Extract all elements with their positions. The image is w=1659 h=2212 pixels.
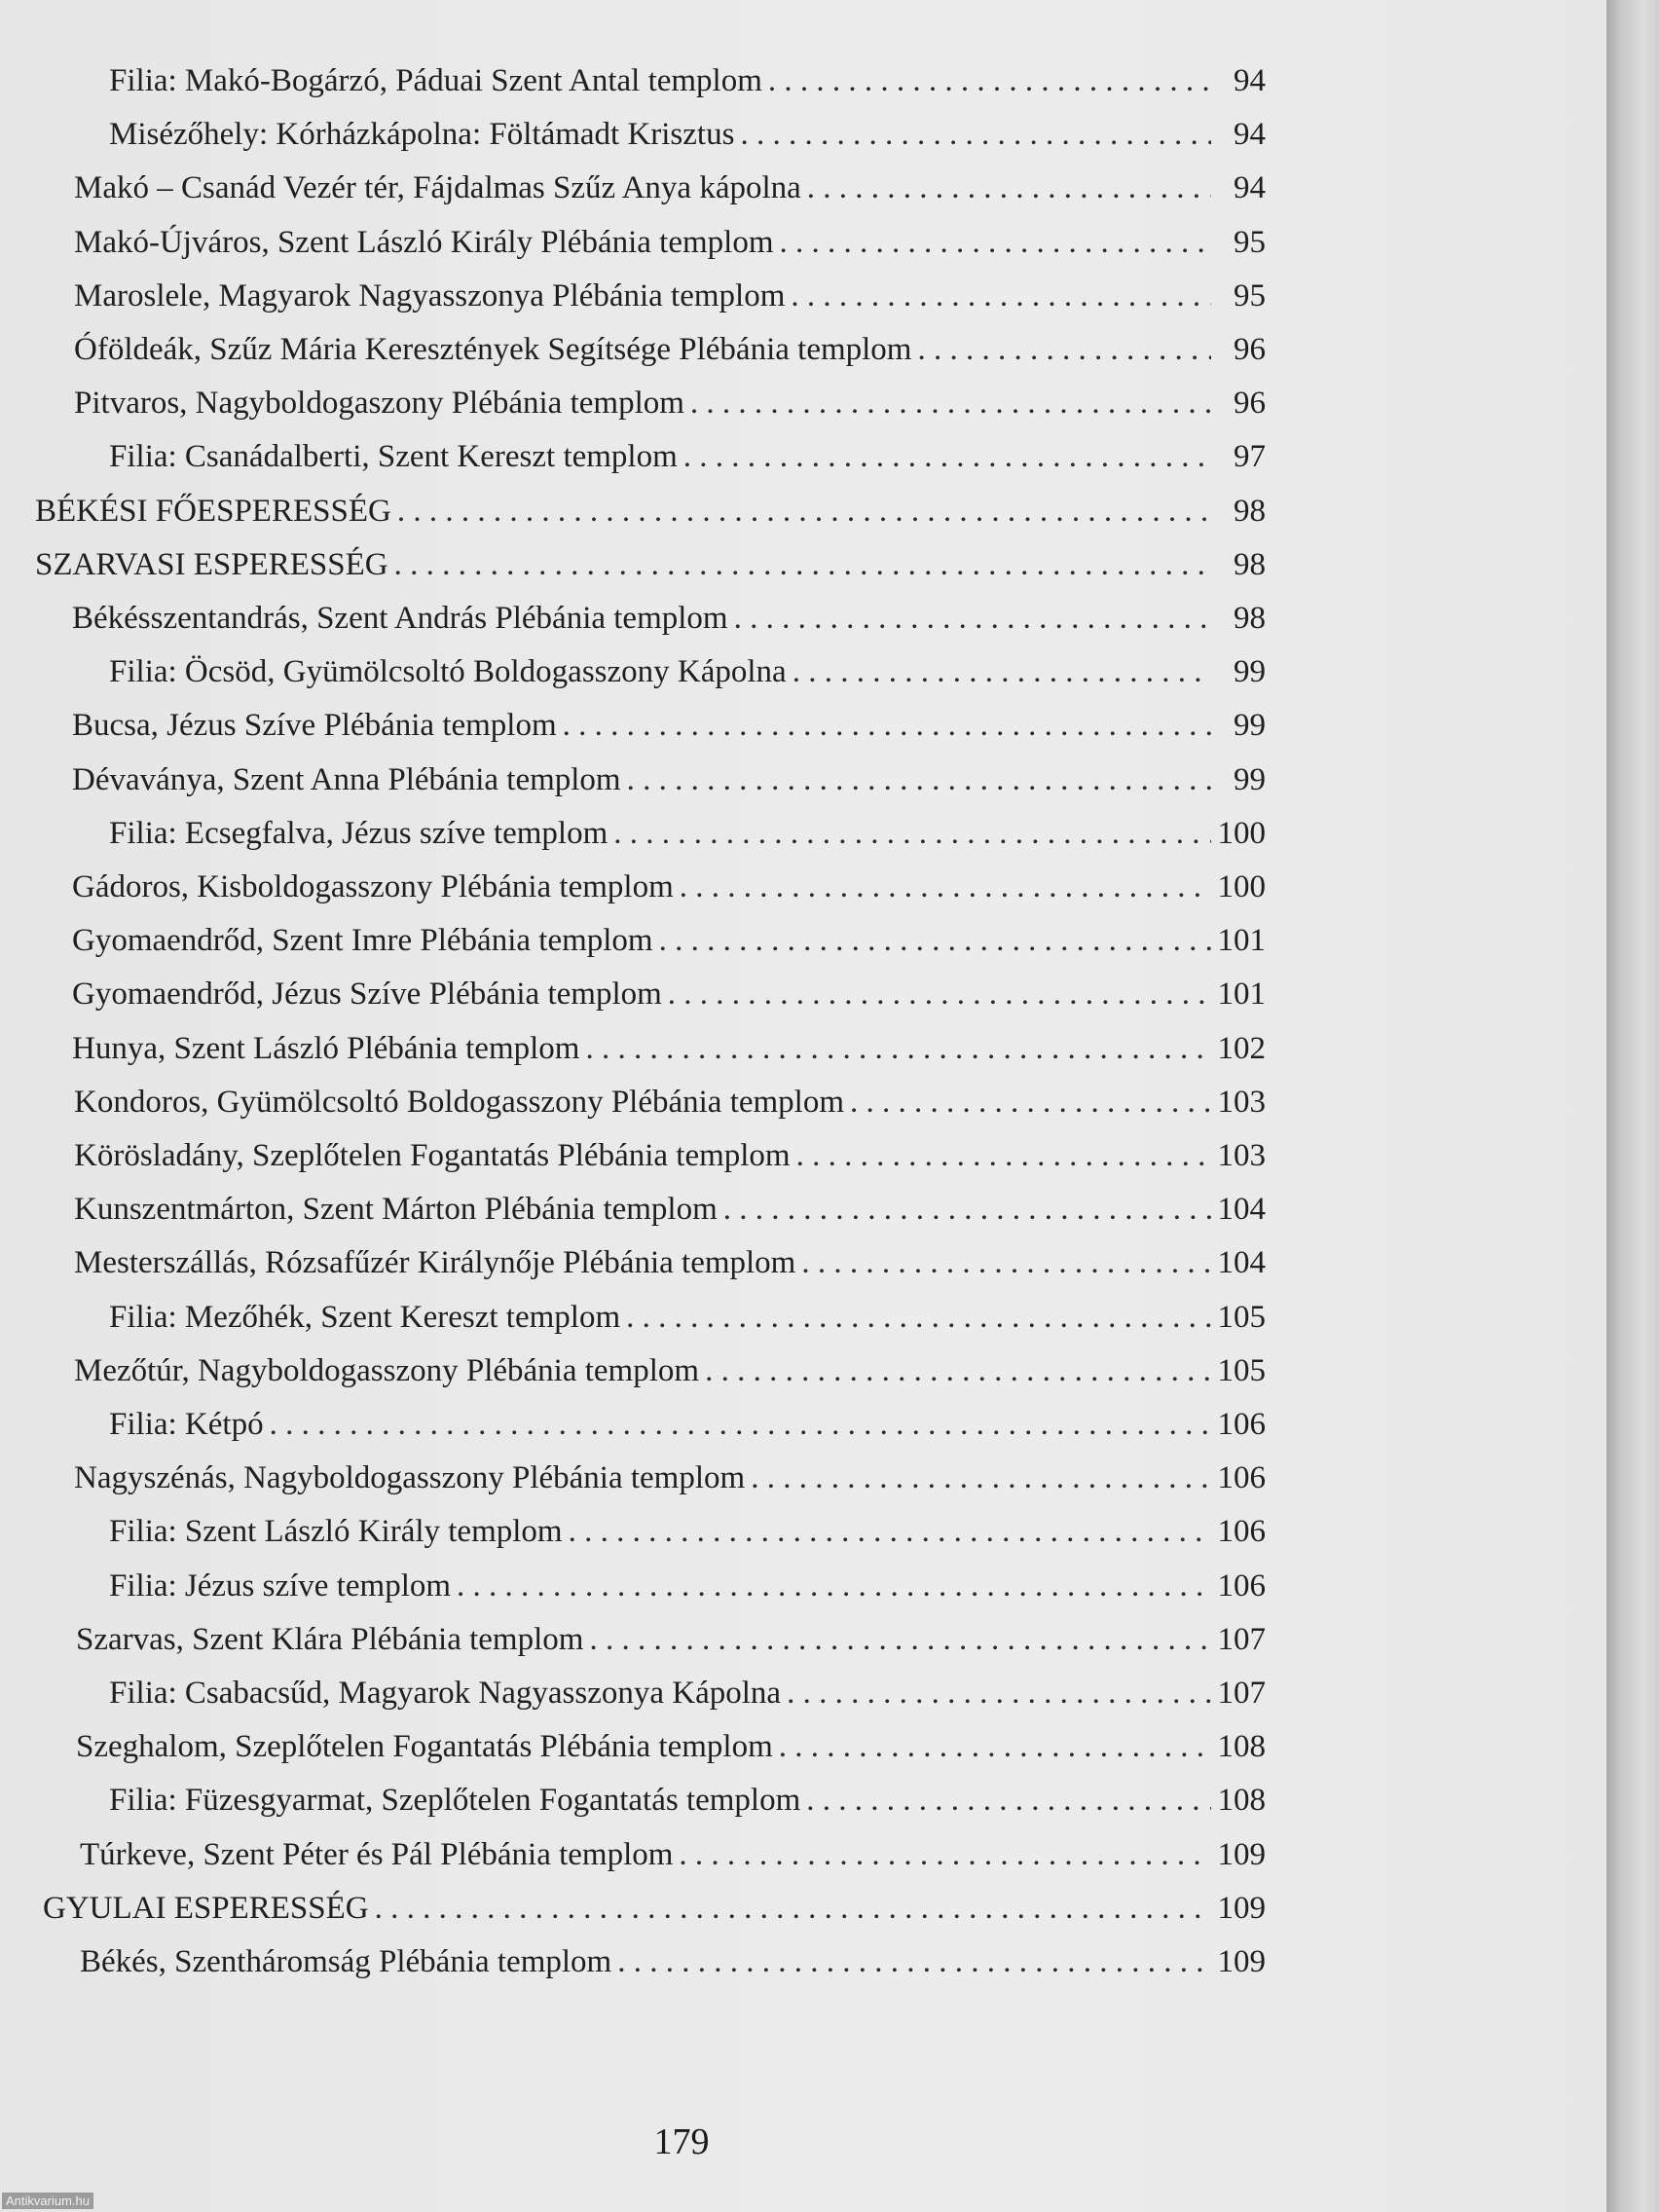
toc-entry — [43, 1884, 1266, 1933]
toc-entry — [109, 1562, 1266, 1610]
toc-entry-title: Nagyszénás, Nagyboldogasszony Plébánia templom — [74, 1460, 746, 1496]
dot-leader — [690, 379, 1211, 427]
dot-leader — [375, 1884, 1211, 1933]
toc-entry — [72, 863, 1266, 911]
toc-entry-page: 105 — [1217, 1352, 1266, 1388]
toc-entry — [109, 1776, 1266, 1825]
toc-entry-title: BÉKÉSI FŐESPERESSÉG — [35, 493, 391, 529]
toc-entry — [80, 1830, 1266, 1879]
toc-entry-title: Filia: Ecsegfalva, Jézus szíve templom — [109, 815, 608, 851]
toc-entry — [80, 1937, 1266, 1986]
toc-entry-page: 103 — [1217, 1138, 1266, 1173]
toc-entry — [109, 809, 1266, 858]
toc-entry-title: Kunszentmárton, Szent Márton Plébánia templom — [74, 1192, 718, 1228]
dot-leader — [787, 1669, 1211, 1717]
dot-leader — [796, 1131, 1211, 1180]
book-spine-shadow — [1606, 0, 1659, 2212]
toc-entry-title: Szarvas, Szent Klára Plébánia templom — [76, 1621, 584, 1657]
toc-entry-page: 105 — [1217, 1299, 1266, 1335]
toc-entry-page: 98 — [1234, 601, 1266, 636]
toc-entry — [74, 325, 1266, 374]
toc-entry — [35, 487, 1266, 535]
toc-entry-title: Körösladány, Szeplőtelen Fogantatás Plébánia templom — [74, 1138, 791, 1173]
toc-entry-page: 94 — [1234, 63, 1266, 98]
toc-entry — [109, 1669, 1266, 1717]
toc-entry — [109, 1400, 1266, 1449]
toc-entry-page: 99 — [1234, 708, 1266, 744]
dot-leader — [793, 647, 1211, 696]
toc-entry-page: 108 — [1217, 1729, 1266, 1765]
toc-entry-title: Filia: Szent László Király templom — [109, 1514, 563, 1550]
toc-entry — [109, 647, 1266, 696]
toc-entry-title: Misézőhely: Kórházkápolna: Föltámadt Krisztus — [109, 117, 735, 153]
toc-entry — [72, 701, 1266, 750]
toc-entry — [74, 1185, 1266, 1234]
toc-entry-title: Mezőtúr, Nagyboldogasszony Plébánia templom — [74, 1352, 700, 1388]
toc-entry-page: 96 — [1234, 332, 1266, 367]
toc-entry — [109, 1507, 1266, 1556]
toc-entry-page: 99 — [1234, 654, 1266, 690]
toc-entry — [72, 756, 1266, 804]
toc-entry-page: 109 — [1217, 1944, 1266, 1979]
toc-entry-title: Hunya, Szent László Plébánia templom — [72, 1030, 580, 1066]
dot-leader — [585, 1024, 1211, 1073]
toc-entry-page: 95 — [1234, 224, 1266, 260]
toc-entry-page: 103 — [1217, 1084, 1266, 1120]
toc-entry-page: 109 — [1217, 1836, 1266, 1872]
toc-entry — [74, 1078, 1266, 1126]
toc-entry-title: Filia: Kétpó — [109, 1407, 264, 1442]
watermark: Antikvarium.hu — [2, 2193, 93, 2209]
toc-entry-page: 104 — [1217, 1245, 1266, 1281]
toc-entry-page: 97 — [1234, 439, 1266, 475]
toc-entry-title: GYULAI ESPERESSÉG — [43, 1890, 369, 1926]
toc-entry-title: Makó – Csanád Vezér tér, Fájdalmas Szűz Anya kápolna — [74, 170, 801, 206]
toc-entry-title: Gyomaendrőd, Jézus Szíve Plébánia templom — [72, 977, 662, 1013]
dot-leader — [740, 110, 1211, 159]
dot-leader — [791, 272, 1211, 320]
toc-entry — [74, 1238, 1266, 1287]
dot-leader — [394, 540, 1211, 589]
toc-entry-page: 98 — [1234, 546, 1266, 582]
dot-leader — [734, 594, 1211, 643]
toc-entry-page: 104 — [1217, 1192, 1266, 1228]
toc-entry-page: 98 — [1234, 493, 1266, 529]
toc-entry-page: 95 — [1234, 277, 1266, 313]
toc-entry-title: Dévaványa, Szent Anna Plébánia templom — [72, 761, 621, 797]
dot-leader — [626, 1293, 1211, 1342]
dot-leader — [917, 325, 1211, 374]
toc-entry-page: 106 — [1217, 1567, 1266, 1604]
toc-entry-title: Filia: Füzesgyarmat, Szeplőtelen Fogantatás templom — [109, 1783, 801, 1819]
toc-entry-title: Békésszentandrás, Szent András Plébánia templom — [72, 601, 728, 636]
dot-leader — [723, 1185, 1211, 1234]
toc-entry — [74, 272, 1266, 320]
toc-entry — [109, 432, 1266, 481]
toc-entry-title: Mesterszállás, Rózsafűzér Királynője Plébánia templom — [74, 1245, 796, 1281]
dot-leader — [779, 1722, 1211, 1771]
toc-entry — [109, 1293, 1266, 1342]
dot-leader — [683, 432, 1211, 481]
toc-entry — [74, 218, 1266, 267]
page-number: 179 — [653, 2121, 710, 2162]
toc-entry-title: Túrkeve, Szent Péter és Pál Plébánia templom — [80, 1836, 674, 1872]
dot-leader — [457, 1562, 1211, 1610]
toc-entry-title: Filia: Csanádalberti, Szent Kereszt templom — [109, 439, 678, 475]
toc-entry-title: Maroslele, Magyarok Nagyasszonya Plébánia templom — [74, 277, 786, 313]
toc-entry — [109, 56, 1266, 105]
dot-leader — [617, 1937, 1211, 1986]
toc-entry-title: Filia: Mezőhék, Szent Kereszt templom — [109, 1299, 621, 1335]
toc-entry — [72, 916, 1266, 965]
dot-leader — [659, 916, 1211, 965]
dot-leader — [679, 1830, 1211, 1879]
toc-entry-page: 99 — [1234, 761, 1266, 797]
toc-entry-page: 107 — [1217, 1621, 1266, 1657]
toc-entry-page: 107 — [1217, 1676, 1266, 1711]
toc-entry-page: 100 — [1217, 869, 1266, 904]
toc-entry-title: Gádoros, Kisboldogasszony Plébánia templom — [72, 869, 674, 904]
dot-leader — [613, 809, 1211, 858]
toc-entry-title: Bucsa, Jézus Szíve Plébánia templom — [72, 708, 557, 744]
toc-entry-page: 106 — [1217, 1460, 1266, 1496]
dot-leader — [806, 1776, 1211, 1825]
dot-leader — [589, 1615, 1211, 1664]
toc-entry-title: Pitvaros, Nagyboldogaszony Plébánia templom — [74, 386, 684, 422]
dot-leader — [680, 863, 1211, 911]
toc-entry-title: Filia: Jézus szíve templom — [109, 1567, 452, 1604]
dot-leader — [563, 701, 1211, 750]
dot-leader — [668, 970, 1211, 1018]
toc-entry-page: 102 — [1217, 1030, 1266, 1066]
toc-entry-title: Filia: Csabacsűd, Magyarok Nagyasszonya Kápolna — [109, 1676, 782, 1711]
dot-leader — [270, 1400, 1211, 1449]
dot-leader — [801, 1238, 1211, 1287]
toc-entry-title: Filia: Öcsöd, Gyümölcsoltó Boldogasszony Kápolna — [109, 654, 787, 690]
toc-entry-title: Óföldeák, Szűz Mária Keresztények Segítsége Plébánia templom — [74, 332, 912, 367]
dot-leader — [627, 756, 1211, 804]
toc-entry — [109, 110, 1266, 159]
toc-entry-page: 106 — [1217, 1407, 1266, 1442]
toc-entry-page: 101 — [1217, 977, 1266, 1013]
toc-entry-title: Szeghalom, Szeplőtelen Fogantatás Plébánia templom — [76, 1729, 773, 1765]
toc-entry-title: Kondoros, Gyümölcsoltó Boldogasszony Plébánia templom — [74, 1084, 845, 1120]
toc-entry-title: Békés, Szentháromság Plébánia templom — [80, 1944, 612, 1979]
toc-entry — [74, 1131, 1266, 1180]
toc-entry-title: Gyomaendrőd, Szent Imre Plébánia templom — [72, 923, 653, 959]
toc-entry-page: 100 — [1217, 815, 1266, 851]
dot-leader — [850, 1078, 1211, 1126]
toc-entry-title: Makó-Újváros, Szent László Király Plébánia templom — [74, 224, 774, 260]
toc-entry — [72, 970, 1266, 1018]
dot-leader — [397, 487, 1211, 535]
toc-entry — [76, 1615, 1266, 1664]
toc-entry-page: 106 — [1217, 1514, 1266, 1550]
toc-entry-page: 96 — [1234, 386, 1266, 422]
dot-leader — [807, 164, 1211, 212]
toc-entry — [35, 540, 1266, 589]
toc-entry-page: 101 — [1217, 923, 1266, 959]
toc-entry — [74, 1346, 1266, 1395]
toc-entry — [74, 1454, 1266, 1502]
dot-leader — [569, 1507, 1211, 1556]
toc-entry-page: 109 — [1217, 1890, 1266, 1926]
dot-leader — [751, 1454, 1211, 1502]
toc-entry-page: 94 — [1234, 117, 1266, 153]
toc-entry — [72, 1024, 1266, 1073]
toc-entry — [72, 594, 1266, 643]
dot-leader — [705, 1346, 1211, 1395]
toc-entry-title: Filia: Makó-Bogárzó, Páduai Szent Antal templom — [109, 63, 762, 98]
toc-entry-page: 94 — [1234, 170, 1266, 206]
toc-entry-title: SZARVASI ESPERESSÉG — [35, 546, 388, 582]
toc-entry — [74, 164, 1266, 212]
toc-entry — [74, 379, 1266, 427]
toc-entry-page: 108 — [1217, 1783, 1266, 1819]
dot-leader — [780, 218, 1212, 267]
dot-leader — [768, 56, 1211, 105]
toc-entry — [76, 1722, 1266, 1771]
